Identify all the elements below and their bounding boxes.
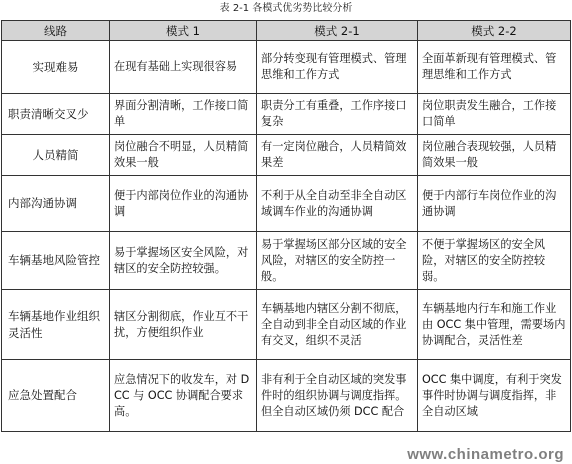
- table-row: [2, 232, 571, 290]
- table-cell: 全面革新现有管理模式、管理思维和工作方式: [418, 41, 571, 94]
- row-label: 车辆基地风险管控: [2, 232, 110, 290]
- table-cell: 易于掌握场区安全风险，对辖区的安全防控较强。: [110, 232, 257, 290]
- table-cell: 有一定岗位融合，人员精简效果差: [257, 135, 418, 176]
- table-cell: 岗位融合不明显，人员精简效果一般: [110, 135, 257, 176]
- table-cell: 岗位职责发生融合，工作接口简单: [418, 94, 571, 135]
- table-row: [2, 41, 571, 94]
- table-cell: 非有利于全自动区域的突发事件时的组织协调与调度指挥。但全自动区域仍须 DCC 配合: [257, 360, 418, 432]
- table-cell: 易于掌握场区部分区域的安全风险，对辖区的安全防控一般。: [257, 232, 418, 290]
- header-cell-mode-2-1: 模式 2-1: [257, 21, 418, 41]
- table-cell: 不便于掌握场区的安全风险，对辖区的安全防控较弱。: [418, 232, 571, 290]
- comparison-table: [1, 20, 571, 432]
- row-label: 车辆基地作业组织灵活性: [2, 290, 110, 360]
- table-cell: 应急情况下的收发车，对 DCC 与 OCC 协调配合要求高。: [110, 360, 257, 432]
- table-cell: 岗位融合表现较强，人员精简效果一般: [418, 135, 571, 176]
- header-cell-mode-1: 模式 1: [110, 21, 257, 41]
- header-row: [2, 21, 571, 41]
- table-cell: 便于内部行车岗位作业的沟通协调: [418, 176, 571, 232]
- table-cell: 职责分工有重叠，工作序接口复杂: [257, 94, 418, 135]
- table-cell: 辖区分割彻底，作业互不干扰，方便组织作业: [110, 290, 257, 360]
- row-label: 职责清晰交叉少: [2, 94, 110, 135]
- table-row: [2, 360, 571, 432]
- row-label: 内部沟通协调: [2, 176, 110, 232]
- row-label: 人员精简: [2, 135, 110, 176]
- table-cell: 界面分割清晰，工作接口简单: [110, 94, 257, 135]
- table-caption: 表 2-1 各模式优劣势比较分析: [219, 3, 353, 14]
- watermark: www.chinametro.org: [407, 446, 564, 463]
- table-cell: 不利于从全自动至非全自动区域调车作业的沟通协调: [257, 176, 418, 232]
- table-cell: 车辆基地内辖区分割不彻底，全自动到非全自动区域的作业有交叉，组织不灵活: [257, 290, 418, 360]
- table-row: [2, 176, 571, 232]
- table-row: [2, 290, 571, 360]
- table-cell: 便于内部岗位作业的沟通协调: [110, 176, 257, 232]
- table-cell: 车辆基地内行车和施工作业由 OCC 集中管理，需要场内协调配合，灵活性差: [418, 290, 571, 360]
- row-label: 实现难易: [2, 41, 110, 94]
- table-row: [2, 94, 571, 135]
- table-cell: 部分转变现有管理模式、管理思维和工作方式: [257, 41, 418, 94]
- table-cell: OCC 集中调度，有利于突发事件时协调与调度指挥，非全自动区域: [418, 360, 571, 432]
- row-label: 应急处置配合: [2, 360, 110, 432]
- table-cell: 在现有基础上实现很容易: [110, 41, 257, 94]
- header-cell-mode-2-2: 模式 2-2: [418, 21, 571, 41]
- header-cell-line: 线路: [2, 21, 110, 41]
- table-row: [2, 135, 571, 176]
